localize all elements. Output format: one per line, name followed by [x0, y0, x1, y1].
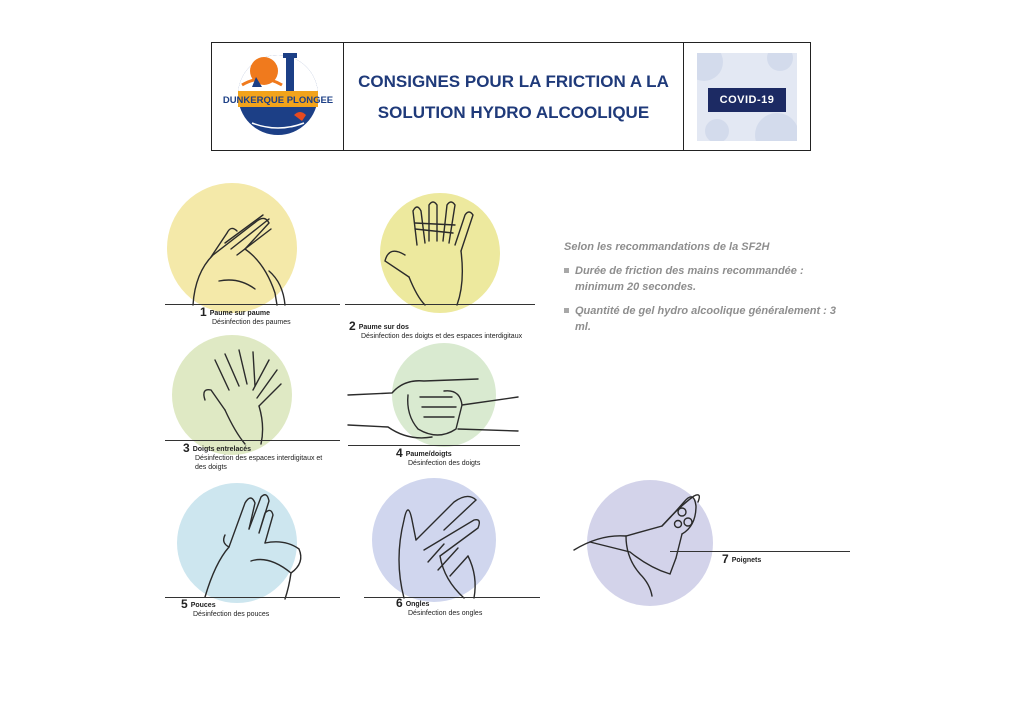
step-6-caption — [396, 596, 536, 618]
hands-palm-to-palm-icon — [165, 193, 340, 305]
step-1-caption — [200, 305, 340, 327]
hands-wrists-icon — [570, 478, 855, 608]
step-4 — [348, 345, 528, 475]
covid-cell — [684, 43, 810, 150]
step-2 — [345, 193, 545, 353]
step-description: Désinfection des paumes — [212, 319, 291, 326]
page-title — [358, 66, 669, 128]
step-number: 1 — [200, 305, 207, 319]
recommendation-item: Quantité de gel hydro alcoolique généralement : 3 ml. — [564, 303, 854, 335]
step-4-caption — [396, 446, 526, 468]
step-name: Doigts entrelacés — [192, 446, 252, 453]
step-1-baseline — [165, 304, 340, 305]
club-logo — [212, 43, 344, 150]
step-3 — [165, 340, 340, 480]
step-number: 7 — [722, 552, 729, 566]
step-description: Désinfection des pouces — [193, 611, 270, 618]
covid-image — [697, 53, 797, 141]
step-number: 3 — [183, 441, 190, 455]
step-7 — [570, 478, 855, 608]
hands-palm-on-back-icon — [345, 193, 545, 305]
step-7-caption — [722, 552, 842, 566]
step-description: Désinfection des espaces interdigitaux et des doigts — [195, 455, 323, 471]
step-description: Désinfection des ongles — [408, 610, 483, 617]
step-6-baseline — [364, 597, 540, 598]
header-table — [211, 42, 811, 151]
recommendations — [564, 241, 854, 343]
step-1 — [165, 193, 340, 333]
title-line-2: SOLUTION HYDRO ALCOOLIQUE — [377, 102, 650, 122]
step-name: Pouces — [190, 602, 216, 609]
step-name: Paume sur dos — [358, 324, 409, 331]
step-number: 5 — [181, 597, 188, 611]
step-3-baseline — [165, 440, 340, 441]
title-cell — [344, 43, 684, 150]
hands-nails-icon — [364, 480, 540, 598]
hands-palm-fingers-icon — [348, 345, 528, 445]
step-4-baseline — [348, 445, 520, 446]
step-6 — [364, 480, 540, 625]
step-5-caption — [181, 597, 331, 619]
step-name: Paume/doigts — [405, 451, 452, 458]
step-5-baseline — [165, 597, 340, 598]
step-2-caption — [349, 319, 549, 341]
step-2-baseline — [345, 304, 535, 305]
title-line-1: CONSIGNES POUR LA FRICTION A LA — [358, 71, 669, 91]
step-number: 6 — [396, 596, 403, 610]
step-name: Paume sur paume — [209, 310, 270, 317]
step-number: 4 — [396, 446, 403, 460]
logo-cell — [212, 43, 344, 150]
step-description: Désinfection des doigts — [408, 460, 481, 467]
hands-interlaced-icon — [165, 340, 340, 444]
covid-badge: COVID-19 — [708, 88, 786, 112]
step-5 — [165, 483, 340, 623]
step-name: Poignets — [731, 557, 762, 564]
step-7-baseline — [670, 551, 850, 552]
step-3-caption — [183, 441, 333, 472]
step-description: Désinfection des doigts et des espaces interdigitaux — [361, 333, 523, 340]
recommendations-title: Selon les recommandations de la SF2H — [564, 241, 770, 253]
logo-text: DUNKERQUE PLONGEE — [222, 95, 334, 106]
step-number: 2 — [349, 319, 356, 333]
hands-thumbs-icon — [165, 483, 340, 599]
recommendation-item: Durée de friction des mains recommandée : minimum 20 secondes. — [564, 263, 854, 295]
step-name: Ongles — [405, 601, 430, 608]
